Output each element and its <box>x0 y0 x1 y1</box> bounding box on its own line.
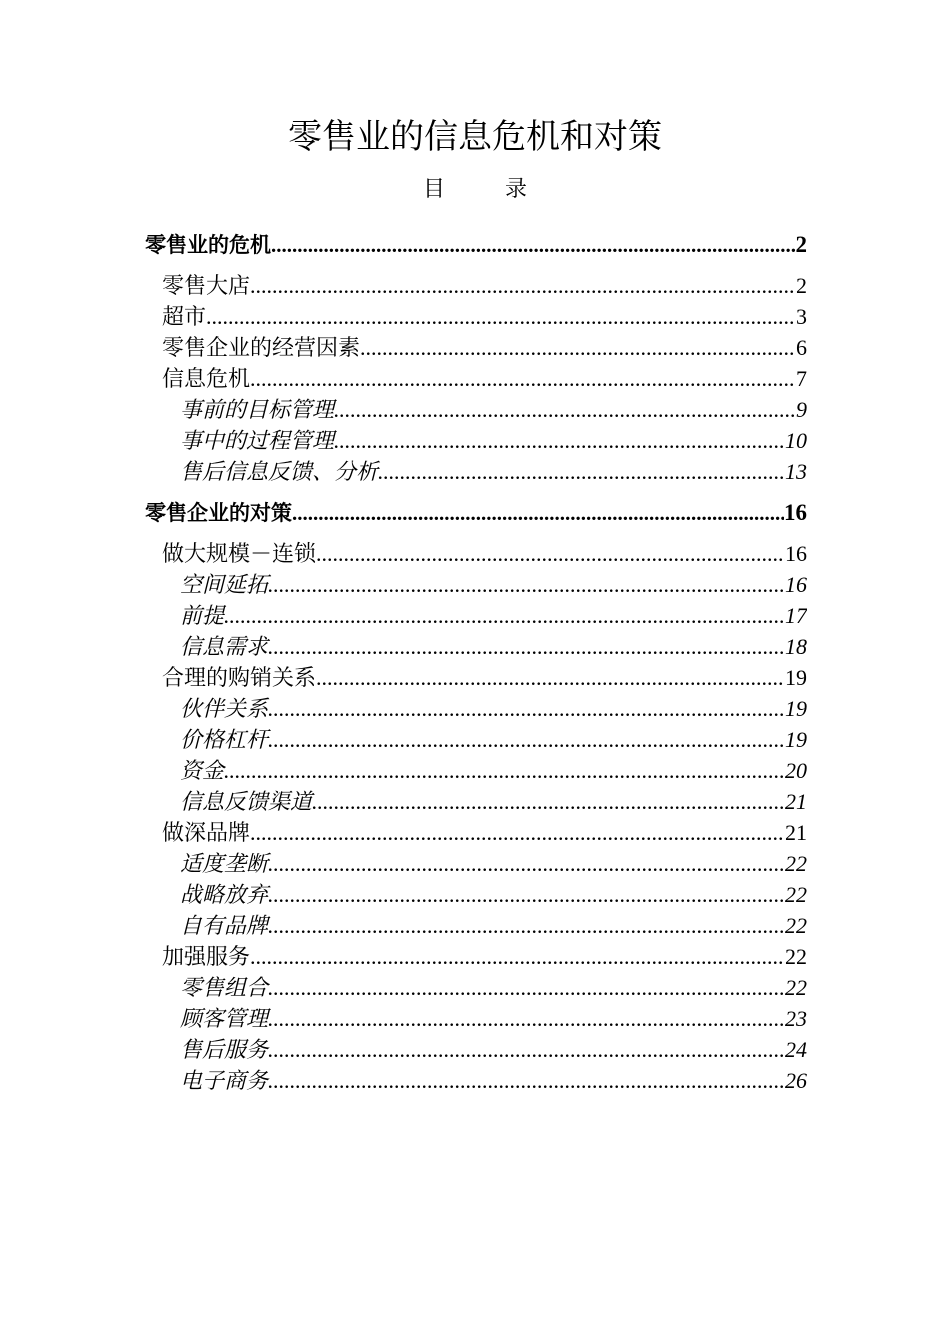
toc-subsubsection-entry[interactable] <box>145 394 807 425</box>
toc-page-number: 9 <box>796 397 807 422</box>
toc-dot-leader <box>268 1065 785 1096</box>
toc-dot-leader <box>316 538 785 569</box>
toc-heading <box>0 172 950 208</box>
toc-page-number: 19 <box>785 665 807 690</box>
toc-subsubsection-entry[interactable] <box>145 1003 807 1034</box>
toc-page-number: 21 <box>785 820 807 845</box>
toc-dot-leader <box>268 910 785 941</box>
toc-entry-label: 前提 <box>180 604 225 629</box>
toc-subsubsection-entry[interactable] <box>145 693 807 724</box>
toc-subsection-entry[interactable] <box>145 332 807 363</box>
toc-dot-leader <box>224 755 785 786</box>
toc-dot-leader <box>334 425 785 456</box>
toc-dot-leader <box>224 600 785 631</box>
toc-entry-label: 加强服务 <box>162 945 251 970</box>
toc-dot-leader <box>334 394 796 425</box>
toc-subsection-entry[interactable] <box>145 301 807 332</box>
toc-dot-leader <box>268 1003 785 1034</box>
toc-page-number: 22 <box>785 975 807 1000</box>
toc-entry-label: 伙伴关系 <box>180 697 269 722</box>
toc-subsection-entry[interactable] <box>145 538 807 569</box>
toc-page-number: 20 <box>785 758 807 783</box>
toc-entry-label: 电子商务 <box>180 1069 269 1094</box>
toc-dot-leader <box>250 941 785 972</box>
toc-subsubsection-entry[interactable] <box>145 600 807 631</box>
toc-page-number: 18 <box>785 634 807 659</box>
toc-entry-label: 信息危机 <box>162 367 251 392</box>
toc-page-number: 17 <box>785 603 807 628</box>
toc-entry-label: 事前的目标管理 <box>180 398 335 423</box>
toc-entry-label: 零售业的危机 <box>145 233 271 257</box>
toc-page-number: 6 <box>796 335 807 360</box>
toc-page-number: 23 <box>785 1006 807 1031</box>
toc-page-number: 22 <box>785 913 807 938</box>
toc-dot-leader <box>316 662 785 693</box>
toc-entry-label: 合理的购销关系 <box>162 666 317 691</box>
toc-section-entry[interactable] <box>145 497 807 528</box>
toc-entry-label: 售后信息反馈、分析 <box>180 460 379 485</box>
toc-dot-leader <box>268 972 785 1003</box>
toc-page-number: 24 <box>785 1037 807 1062</box>
toc-subsubsection-entry[interactable] <box>145 879 807 910</box>
toc-subsubsection-entry[interactable] <box>145 425 807 456</box>
toc-dot-leader <box>292 498 784 528</box>
toc-subsubsection-entry[interactable] <box>145 1034 807 1065</box>
toc-subsection-entry[interactable] <box>145 270 807 301</box>
toc-entry-label: 事中的过程管理 <box>180 429 335 454</box>
toc-page-number: 13 <box>785 459 807 484</box>
toc-subsubsection-entry[interactable] <box>145 910 807 941</box>
toc-subsubsection-entry[interactable] <box>145 972 807 1003</box>
toc-dot-leader <box>250 817 785 848</box>
toc-entry-label: 零售企业的经营因素 <box>162 336 361 361</box>
toc-subsubsection-entry[interactable] <box>145 569 807 600</box>
toc-entry-label: 空间延拓 <box>180 573 269 598</box>
toc-page-number: 26 <box>785 1068 807 1093</box>
toc-page-number: 2 <box>795 232 807 257</box>
toc-page-number: 19 <box>785 727 807 752</box>
toc-entry-label: 零售大店 <box>162 274 251 299</box>
toc-entry-label: 自有品牌 <box>180 914 269 939</box>
toc-subsection-entry[interactable] <box>145 662 807 693</box>
toc-entry-label: 超市 <box>162 305 207 330</box>
toc-page-number: 16 <box>785 572 807 597</box>
toc-section-entry[interactable] <box>145 229 807 260</box>
toc-entry-label: 做深品牌 <box>162 821 251 846</box>
toc-page-number: 22 <box>785 944 807 969</box>
toc-page-number: 19 <box>785 696 807 721</box>
toc-subsection-entry[interactable] <box>145 817 807 848</box>
toc-dot-leader <box>360 332 796 363</box>
toc-entry-label: 做大规模－连锁 <box>162 542 317 567</box>
toc-subsubsection-entry[interactable] <box>145 786 807 817</box>
toc-subsubsection-entry[interactable] <box>145 755 807 786</box>
toc-subsubsection-entry[interactable] <box>145 456 807 487</box>
toc-dot-leader <box>206 301 796 332</box>
toc-dot-leader <box>250 270 796 301</box>
toc-dot-leader <box>250 363 796 394</box>
toc-page-number: 22 <box>785 882 807 907</box>
toc-subsubsection-entry[interactable] <box>145 1065 807 1096</box>
toc-dot-leader <box>268 879 785 910</box>
toc-subsubsection-entry[interactable] <box>145 724 807 755</box>
toc-entry-label: 资金 <box>180 759 225 784</box>
toc-page-number: 16 <box>784 500 807 525</box>
toc-subsubsection-entry[interactable] <box>145 631 807 662</box>
toc-entry-label: 零售组合 <box>180 976 269 1001</box>
toc-dot-leader <box>268 1034 785 1065</box>
toc-subsection-entry[interactable] <box>145 363 807 394</box>
toc-page-number: 2 <box>796 273 807 298</box>
toc-entry-label: 售后服务 <box>180 1038 269 1063</box>
toc-dot-leader <box>378 456 785 487</box>
toc-dot-leader <box>268 724 785 755</box>
toc-dot-leader <box>268 693 785 724</box>
toc-subsubsection-entry[interactable] <box>145 848 807 879</box>
toc-page-number: 3 <box>796 304 807 329</box>
toc-entry-label: 信息反馈渠道 <box>180 790 313 815</box>
toc-page-number: 10 <box>785 428 807 453</box>
toc-page-number: 22 <box>785 851 807 876</box>
toc-dot-leader <box>268 848 785 879</box>
toc-page-number: 21 <box>785 789 807 814</box>
document-title: 零售业的信息危机和对策 <box>288 117 662 157</box>
toc-entry-label: 零售企业的对策 <box>145 501 292 525</box>
toc-entry-label: 适度垄断 <box>180 852 269 877</box>
toc-dot-leader <box>271 230 796 260</box>
toc-entry-label: 顾客管理 <box>180 1007 269 1032</box>
toc-dot-leader <box>312 786 785 817</box>
toc-heading-char-2: 录 <box>504 177 527 202</box>
toc-dot-leader <box>268 631 785 662</box>
toc-dot-leader <box>268 569 785 600</box>
toc-entry-label: 战略放弃 <box>180 883 269 908</box>
toc-page-number: 16 <box>785 541 807 566</box>
toc-heading-char-1: 目 <box>422 177 445 202</box>
toc-entry-label: 价格杠杆 <box>180 728 269 753</box>
toc-subsection-entry[interactable] <box>145 941 807 972</box>
toc-page-number: 7 <box>796 366 807 391</box>
toc-entry-label: 信息需求 <box>180 635 269 660</box>
